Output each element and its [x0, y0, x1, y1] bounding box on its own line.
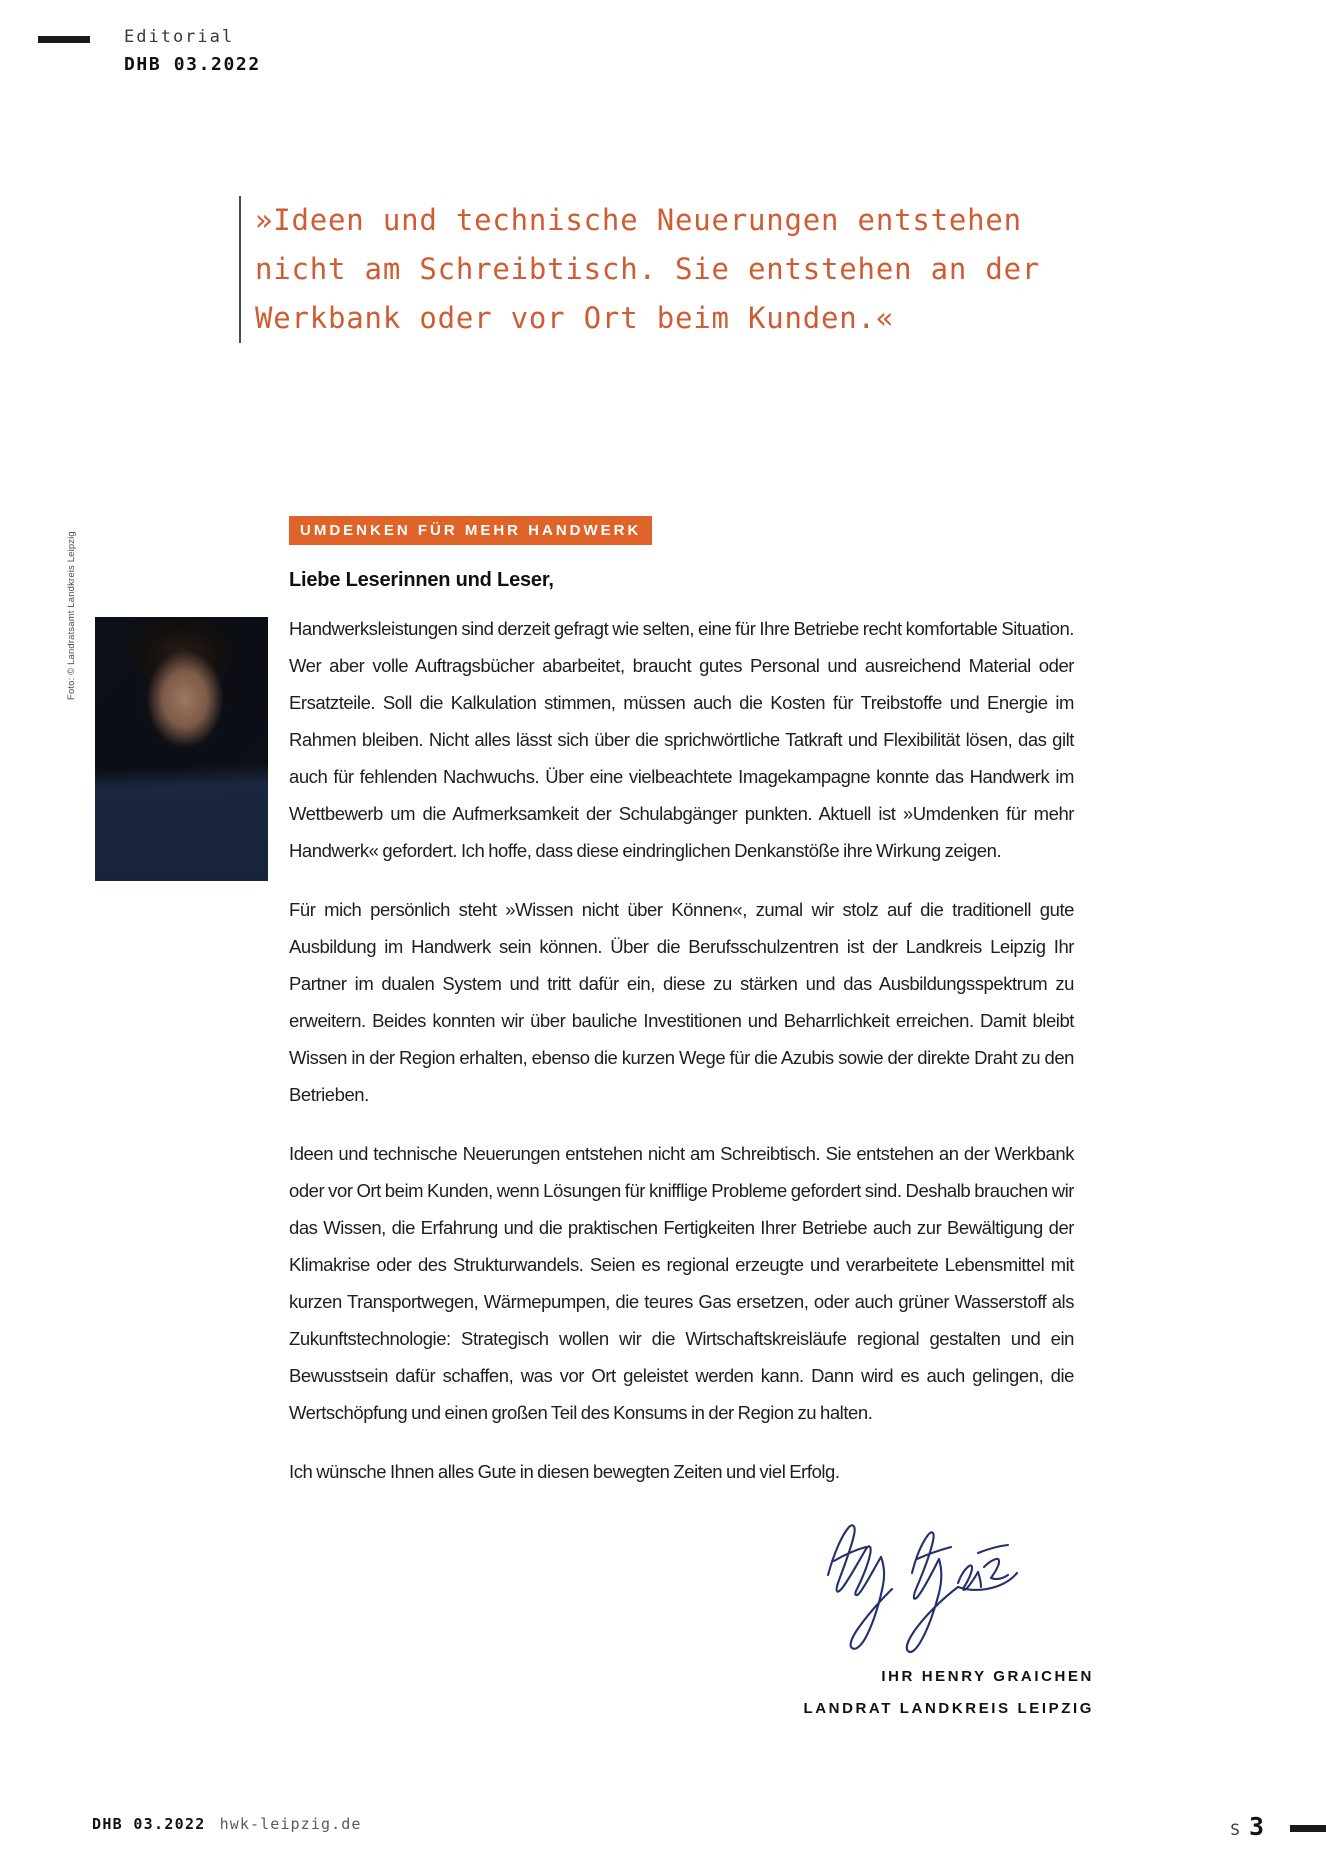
header-text-group [124, 26, 261, 77]
pull-quote [239, 196, 1119, 343]
photo-credit: Foto: © Landratsamt Landkreis Leipzig [66, 531, 77, 700]
page-number-prefix: S [1230, 1820, 1240, 1839]
page-footer-left [92, 1815, 361, 1833]
paragraph: Für mich persönlich steht »Wissen nicht über Können«, zumal wir stolz auf die traditionell gute Ausbildung im Handwerk sein können. Über die Berufsschulzentren ist der Landkreis Leipzig Ihr Partner im dualen System und tritt dafür ein, diese zu stärken und das Ausbildungsspektrum zu erweitern. Beides konnten wir über bauliche Investitionen und Beharrlichkeit erreichen. Damit bleibt Wissen in der Region erhalten, ebenso die kurzen Wege für die Azubis sowie der direkte Draht zu den Betrieben. [289, 899, 1074, 1105]
signoff-name: IHR HENRY GRAICHEN [881, 1668, 1094, 1685]
author-portrait [95, 617, 268, 881]
paragraph: Handwerksleistungen sind derzeit gefragt wie selten, eine für Ihre Betriebe recht komfortable Situation. Wer aber volle Auftragsbücher abarbeitet, braucht gutes Personal und ausreichend Material oder Ersatzteile. Soll die Kalkulation stimmen, müssen auch die Kosten für Treibstoffe und Energie im Rahmen bleiben. Nicht alles lässt sich über die sprichwörtliche Tatkraft und Flexibilität lösen, das gilt auch für fehlenden Nachwuchs. Über eine vielbeachtete Imagekampagne konnte das Handwerk im Wettbewerb um die Aufmerksamkeit der Schulabgänger punkten. Aktuell ist »Umdenken für mehr Handwerk« gefordert. Ich hoffe, dass diese eindringlichen Denkanstöße ihre Wirkung zeigen. [289, 618, 1074, 861]
handwritten-signature [818, 1513, 1033, 1658]
paragraph: Ideen und technische Neuerungen entstehen nicht am Schreibtisch. Sie entstehen an der Werkbank oder vor Ort beim Kunden, wenn Lösungen für knifflige Probleme gefordert sind. Deshalb brauchen wir das Wissen, die Erfahrung und die praktischen Fertigkeiten Ihrer Betriebe auch zur Bewältigung der Klimakrise oder des Strukturwandels. Seien es regional erzeugte und verarbeitete Lebensmittel mit kurzen Transportwegen, Wärmepumpen, die teures Gas ersetzen, oder auch grüner Wasserstoff als Zukunftstechnologie: Strategisch wollen wir die Wirtschaftskreisläufe regional gestalten und ein Bewusstsein dafür schaffen, was vor Ort geleistet werden kann. Dann wird es auch gelingen, die Wertschöpfung und einen großen Teil des Konsums in der Region zu halten. [289, 1143, 1074, 1423]
pull-quote-text: »Ideen und technische Neuerungen entstehen nicht am Schreibtisch. Sie entstehen an der Werkbank oder vor Ort beim Kunden.« [255, 203, 1041, 335]
salutation: Liebe Leserinnen und Leser, [289, 569, 554, 591]
portrait-image [95, 617, 268, 881]
footer-rule-mark [1290, 1825, 1326, 1832]
header-rule-mark [38, 36, 90, 43]
page-number: 3 [1248, 1812, 1264, 1841]
signoff-role: LANDRAT LANDKREIS LEIPZIG [803, 1700, 1094, 1717]
article-body [289, 610, 1074, 1490]
section-badge: UMDENKEN FÜR MEHR HANDWERK [289, 516, 652, 545]
page-header [38, 26, 261, 77]
header-issue: DHB 03.2022 [124, 53, 261, 75]
footer-url[interactable]: hwk-leipzig.de [219, 1815, 362, 1833]
paragraph: Ich wünsche Ihnen alles Gute in diesen bewegten Zeiten und viel Erfolg. [289, 1461, 840, 1482]
footer-issue: DHB 03.2022 [92, 1815, 206, 1833]
header-kicker: Editorial [124, 27, 235, 47]
page-footer-right [1230, 1812, 1264, 1841]
